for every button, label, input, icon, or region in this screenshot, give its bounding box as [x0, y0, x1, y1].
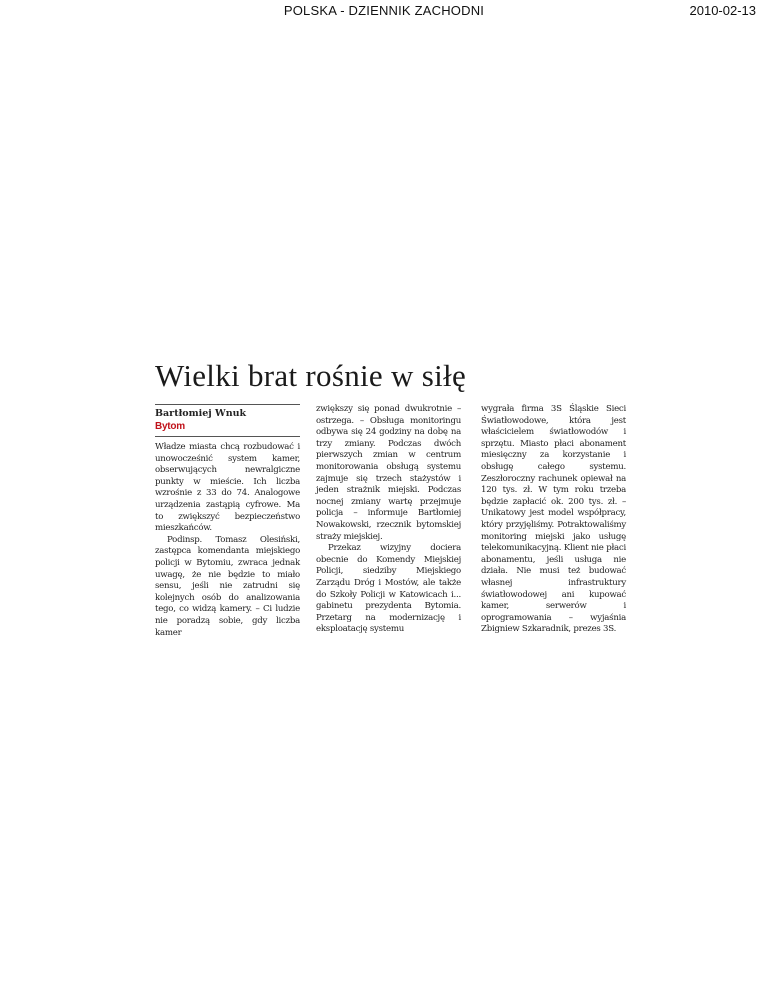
publication-source: POLSKA - DZIENNIK ZACHODNI: [283, 3, 485, 18]
article-column-2: [316, 404, 461, 636]
publication-date: 2010-02-13: [689, 3, 756, 18]
article-headline: Wielki brat rośnie w siłę: [155, 358, 467, 393]
column-1-body: [155, 442, 300, 639]
byline-top-rule: [155, 404, 300, 405]
paragraph: zwiększy się ponad dwukrotnie – ostrzega. – Obsługa monitoringu odbywa się 24 godziny na dobę na trzy zmiany. Podczas dwóch pierwszych zmian w centrum monitorowania obsługą systemu zajmuje się trzech stażystów i jeden strażnik miejski. Podczas nocnej zmiany wartę przejmuje policja – informuje Bartłomiej Nowakowski, rzecznik bytomskiej straży miejskiej.: [316, 404, 461, 542]
paragraph: Przekaz wizyjny dociera obecnie do Komendy Miejskiej Policji, siedziby Miejskiego Zarządu Dróg i Mostów, ale także do Szkoły Policji w Katowicach i... gabinetu prezydenta Bytomia. Przetarg na modernizację i eksploatację systemu: [316, 543, 461, 635]
paragraph: Władze miasta chcą rozbudować i unowocześnić system kamer, obserwujących newralgiczne punkty w mieście. Ich liczba wzrośnie z 33 do 74. Analogowe urządzenia zastąpią cyfrowe. Ma to zwiększyć bezpieczeństwo mieszkańców.: [155, 442, 300, 534]
article-place: Bytom: [155, 421, 185, 432]
article-column-3: [481, 404, 626, 636]
article-column-1: [155, 404, 300, 639]
byline-bottom-rule: [155, 436, 300, 437]
paragraph: Podinsp. Tomasz Olesiński, zastępca komendanta miejskiego policji w Bytomiu, zwraca jednak uwagę, że nie będzie to miało sensu, jeśli nie zatrudni się kolejnych osób do analizowania tego, co widzą kamery. – Ci ludzie nie poradzą sobie, gdy liczba kamer: [155, 534, 300, 638]
article-author: Bartłomiej Wnuk: [155, 408, 247, 419]
paragraph: wygrała firma 3S Śląskie Sieci Światłowodowe, która jest właścicielem światłowodów i sprzętu. Miasto płaci abonament miesięczny za korzystanie i obsługę całego systemu. Zeszłoroczny rachunek opiewał na 120 tys. zł. W tym roku trzeba będzie zapłacić ok. 200 tys. zł. – Unikatowy jest model współpracy, który przyjęliśmy. Potraktowaliśmy monitoring miejski jako usługę telekomunikacyjną. Klient nie płaci abonamentu, jeśli usługa nie działa. Nie musi też budować własnej infrastruktury światłowodowej ani kupować kamer, serwerów i oprogramowania – wyjaśnia Zbigniew Szkaradnik, prezes 3S.: [481, 404, 626, 635]
